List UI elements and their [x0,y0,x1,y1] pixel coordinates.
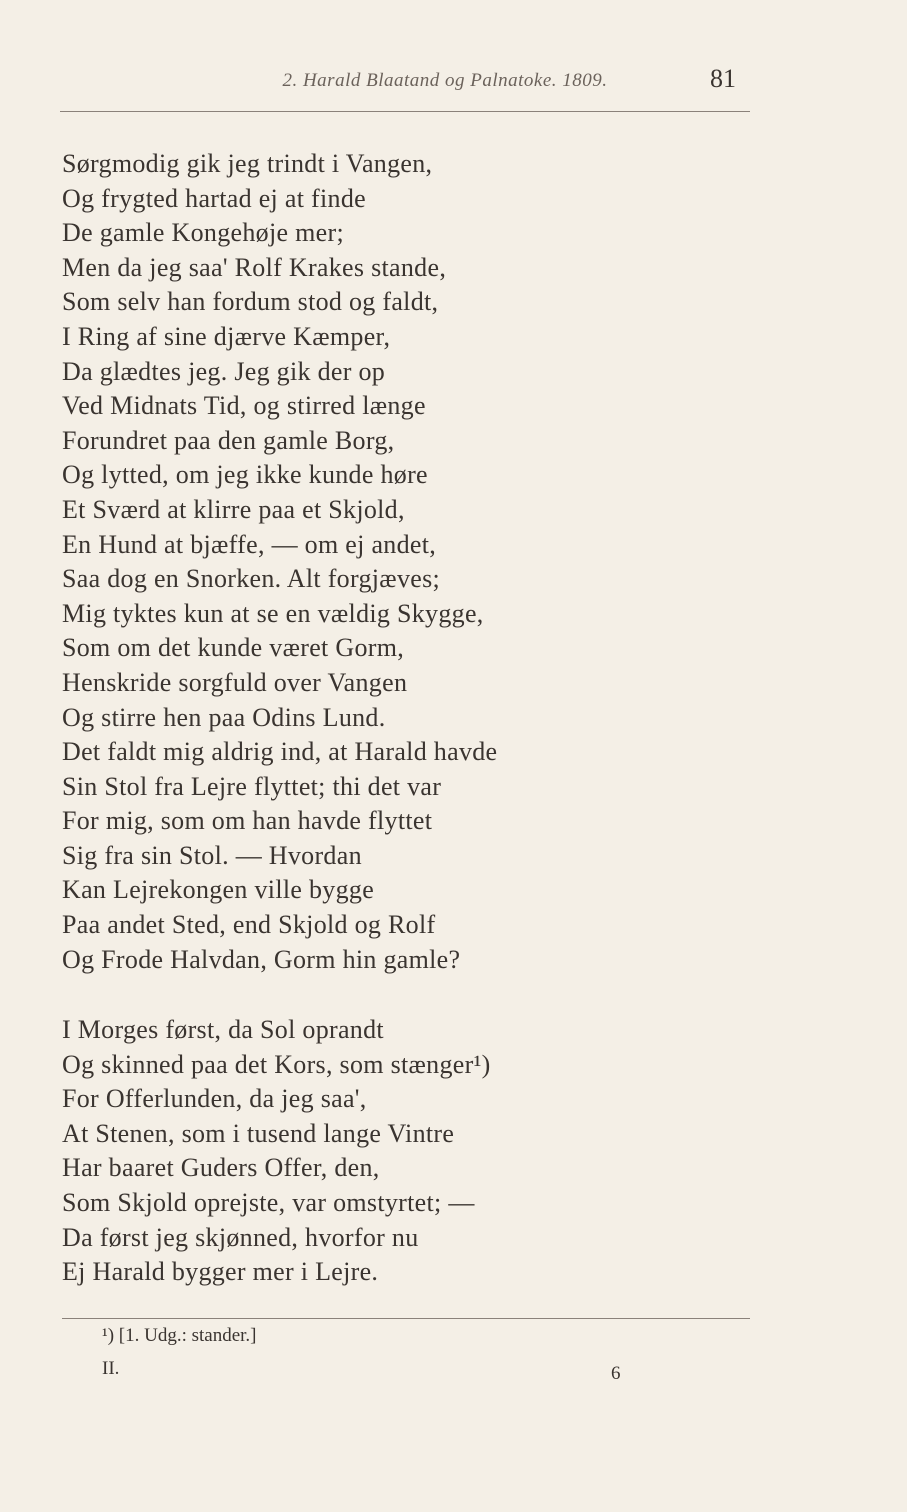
verse-line: Og skinned paa det Kors, som stænger¹) [62,1049,491,1079]
signature-mark: II. [102,1358,120,1379]
verse-line: Kan Lejrekongen ville bygge [62,875,375,905]
verse-line: Og stirre hen paa Odins Lund. [62,702,386,732]
footnote: ¹) [1. Udg.: stander.] [102,1325,257,1346]
verse-line: Ej Harald bygger mer i Lejre. [62,1257,379,1287]
verse-line: Ved Midnats Tid, og stirred længe [62,391,426,421]
verse-line: Saa dog en Snorken. Alt forgjæves; [62,564,441,594]
verse-line: Som selv han fordum stod og faldt, [62,287,439,317]
verse-line: Da først jeg skjønned, hvorfor nu [62,1222,419,1252]
verse-line: Og lytted, om jeg ikke kunde høre [62,460,428,490]
verse-line: En Hund at bjæffe, — om ej andet, [62,529,437,559]
verse-line: Som Skjold oprejste, var omstyrtet; — [62,1187,475,1217]
sheet-number: 6 [611,1363,621,1384]
verse-line: Da glædtes jeg. Jeg gik der op [62,356,386,386]
verse-line: Sørgmodig gik jeg trindt i Vangen, [62,149,433,178]
verse-line: Sin Stol fra Lejre flyttet; thi det var [62,771,442,801]
verse-line: Forundret paa den gamle Borg, [62,425,395,455]
footnote-rule [62,1318,750,1319]
verse-line: I Morges først, da Sol oprandt [62,1015,384,1044]
verse-line: I Ring af sine djærve Kæmper, [62,321,391,351]
verse-line: At Stenen, som i tusend lange Vintre [62,1118,455,1148]
verse-line: Henskride sorgfuld over Vangen [62,667,408,697]
verse-line: For mig, som om han havde flyttet [62,806,433,836]
verse-line: Har baaret Guders Offer, den, [62,1153,380,1183]
verse-line: Et Sværd at klirre paa et Skjold, [62,494,405,524]
verse-line: De gamle Kongehøje mer; [62,218,344,248]
verse-line: Sig fra sin Stol. — Hvordan [62,840,362,870]
stanza-2 [62,1013,491,1290]
verse-line: Mig tyktes kun at se en vældig Skygge, [62,598,484,628]
verse-line: Og frygted hartad ej at finde [62,183,366,213]
running-head [60,66,750,102]
stanza-1 [62,147,497,977]
verse-line: Paa andet Sted, end Skjold og Rolf [62,910,436,940]
running-title: 2. Harald Blaatand og Palnatoke. 1809. [282,70,608,91]
header-rule [60,111,750,112]
page-number: 81 [710,64,736,93]
verse-line: Og Frode Halvdan, Gorm hin gamle? [62,944,461,974]
verse-line: Som om det kunde været Gorm, [62,633,405,663]
verse-line: Det faldt mig aldrig ind, at Harald havde [62,737,498,767]
verse-line: Men da jeg saa' Rolf Krakes stande, [62,252,447,282]
verse-line: For Offerlunden, da jeg saa', [62,1084,367,1114]
